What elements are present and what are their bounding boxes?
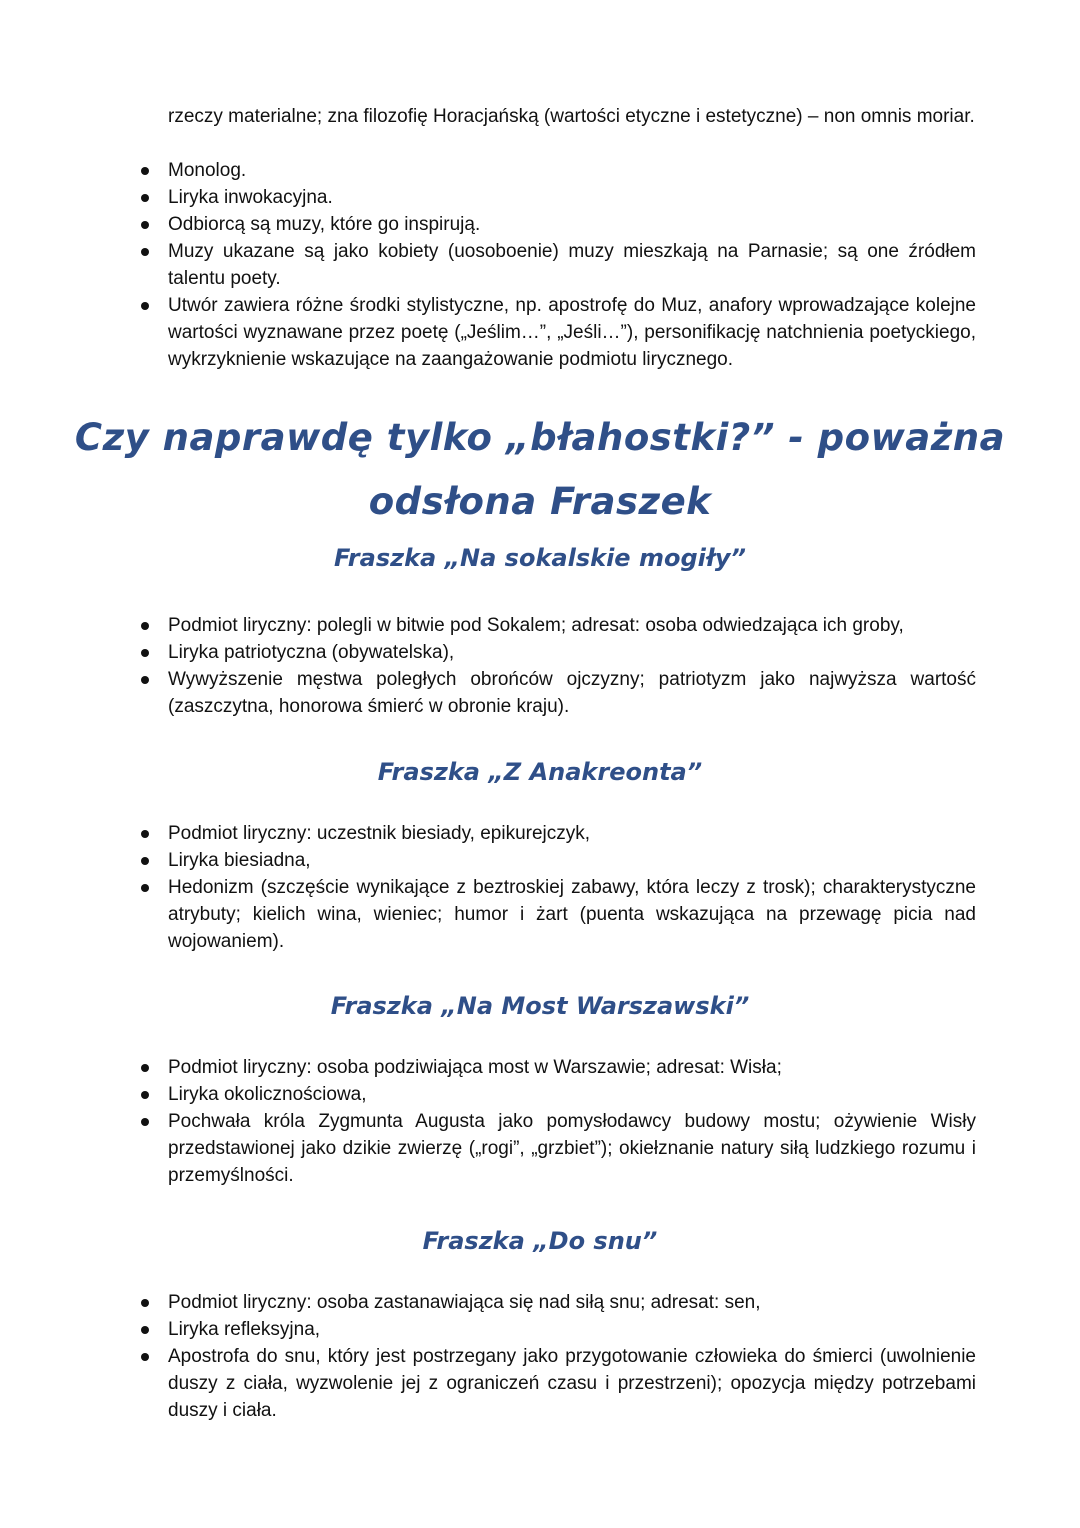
bullet-icon [141,1118,149,1126]
list-item [168,612,976,639]
main-title-line-1: Czy naprawdę tylko „błahostki?” - poważna [74,416,1006,459]
bullet-icon [141,830,149,838]
bullet-icon [141,622,149,630]
list-item [168,1343,976,1424]
list-item [168,639,976,666]
list-item-text: Pochwała króla Zygmunta Augusta jako pomysłodawcy budowy mostu; ożywienie Wisły przedstawionej jako dzikie zwierzę („rogi”, „grzbiet”); okiełznanie natury siłą ludzkiego rozumu i przemyślności. [168,1111,976,1186]
section-title-sokalskie: Fraszka „Na sokalskie mogiły” [334,544,746,572]
list-item [168,184,976,211]
section-do-snu-list [0,1289,1080,1424]
list-item-text: Wywyższenie męstwa poległych obrońców ojczyzny; patriotyzm jako najwyższa wartość (zaszczytna, honorowa śmierć w obronie kraju). [168,669,976,717]
bullet-icon [141,649,149,657]
list-item [168,1108,976,1189]
bullet-icon [141,1064,149,1072]
section-title-anakreonta: Fraszka „Z Anakreonta” [377,758,703,786]
list-item-text: Hedonizm (szczęście wynikające z beztroskiej zabawy, która leczy z trosk); charakterystyczne atrybuty; kielich wina, wieniec; humor i żart (puenta wskazująca na przewagę picia nad wojowaniem). [168,877,976,952]
bullet-icon [141,194,149,202]
main-title-line-2: odsłona Fraszek [368,480,712,523]
list-item [168,666,976,720]
section-title-most-warszawski: Fraszka „Na Most Warszawski” [330,992,750,1020]
list-item-text: Podmiot liryczny: osoba podziwiająca most w Warszawie; adresat: Wisła; [168,1057,782,1078]
bullet-icon [141,302,149,310]
list-item [168,874,976,955]
list-item-text: Muzy ukazane są jako kobiety (uosoboenie) muzy mieszkają na Parnasie; są one źródłem talentu poety. [168,241,976,289]
list-item [168,1289,976,1316]
bullet-icon [141,857,149,865]
bullet-icon [141,1091,149,1099]
list-item-text: Liryka refleksyjna, [168,1319,321,1340]
section-anakreonta-list [0,820,1080,955]
list-item-text: Utwór zawiera różne środki stylistyczne, np. apostrofę do Muz, anafory wprowadzające kolejne wartości wyznawane przez poetę („Jeślim…”, „Jeśli…”), personifikację natchnienia poetyckiego, wykrzyknienie wskazujące na zaangażowanie podmiotu lirycznego. [168,295,976,370]
bullet-icon [141,167,149,175]
intro-bullet-list [0,157,1080,373]
bullet-icon [141,1326,149,1334]
list-item [168,292,976,373]
bullet-icon [141,221,149,229]
list-item [168,211,976,238]
section-sokalskie-list [0,612,1080,720]
list-item-text: Monolog. [168,160,247,181]
bullet-icon [141,248,149,256]
list-item [168,1081,976,1108]
list-item [168,238,976,292]
bullet-icon [141,676,149,684]
list-item-text: Podmiot liryczny: uczestnik biesiady, epikurejczyk, [168,823,591,844]
list-item-text: Apostrofa do snu, który jest postrzegany jako przygotowanie człowieka do śmierci (uwolnienie duszy z ciała, wyzwolenie jej z ograniczeń czasu i przestrzeni); opozycja między potrzebami duszy i ciała. [168,1346,976,1421]
list-item-text: Liryka biesiadna, [168,850,311,871]
list-item-text: Podmiot liryczny: osoba zastanawiająca się nad siłą snu; adresat: sen, [168,1292,761,1313]
list-item-text: Liryka patriotyczna (obywatelska), [168,642,455,663]
list-item [168,1316,976,1343]
bullet-icon [141,884,149,892]
section-title-do-snu: Fraszka „Do snu” [422,1227,658,1255]
list-item [168,1054,976,1081]
list-item-text: Liryka inwokacyjna. [168,187,333,208]
list-item [168,847,976,874]
list-item-text: Odbiorcą są muzy, które go inspirują. [168,214,481,235]
list-item-text: Podmiot liryczny: polegli w bitwie pod Sokalem; adresat: osoba odwiedzająca ich groby, [168,615,904,636]
section-most-warszawski-list [0,1054,1080,1189]
list-item [168,157,976,184]
list-item [168,820,976,847]
list-item-text: Liryka okolicznościowa, [168,1084,367,1105]
bullet-icon [141,1353,149,1361]
continuation-paragraph: rzeczy materialne; zna filozofię Horacjańską (wartości etyczne i estetyczne) – non omnis moriar. [168,106,975,127]
bullet-icon [141,1299,149,1307]
